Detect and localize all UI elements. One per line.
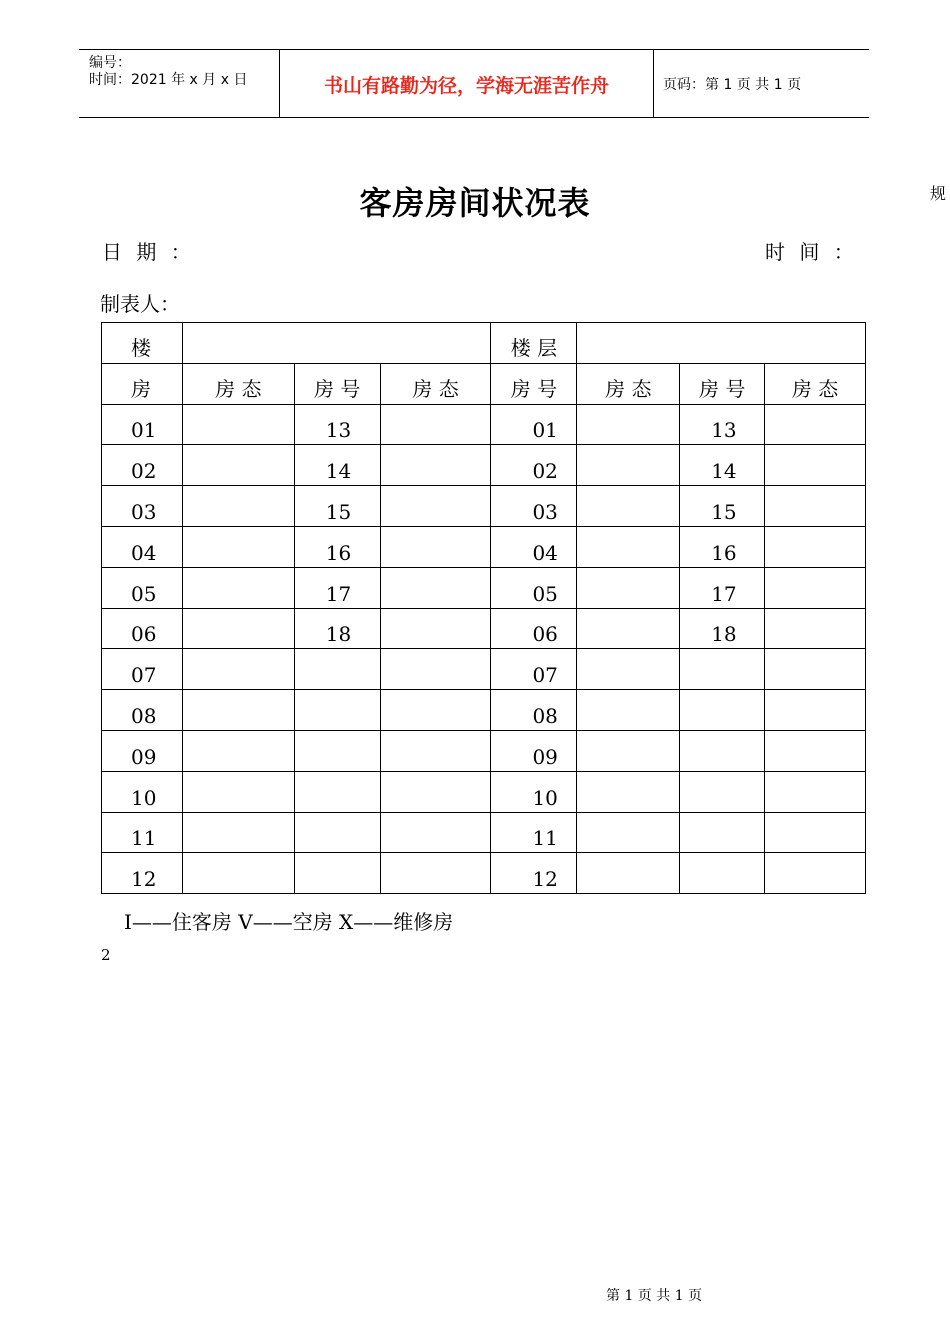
room-status-cell[interactable] <box>577 486 680 527</box>
room-status-cell[interactable] <box>182 771 294 812</box>
room-number-left-b: 14 <box>294 445 380 486</box>
room-number-left-b <box>294 690 380 731</box>
table-row <box>102 567 866 608</box>
room-status-cell[interactable] <box>577 690 680 731</box>
room-number-left-b: 13 <box>294 404 380 445</box>
table-row <box>102 486 866 527</box>
room-number-right-a: 10 <box>491 771 577 812</box>
room-status-cell[interactable] <box>182 853 294 894</box>
room-status-cell[interactable] <box>765 649 866 690</box>
room-status-cell[interactable] <box>765 526 866 567</box>
room-status-cell[interactable] <box>182 404 294 445</box>
room-status-cell[interactable] <box>380 771 491 812</box>
room-number-left-b <box>294 730 380 771</box>
room-number-left-b: 18 <box>294 608 380 649</box>
col-status: 房 态 <box>182 363 294 404</box>
room-number-left-a: 06 <box>102 608 183 649</box>
room-number-right-b <box>680 730 765 771</box>
room-number-right-b: 17 <box>680 567 765 608</box>
room-status-cell[interactable] <box>765 690 866 731</box>
room-status-cell[interactable] <box>577 649 680 690</box>
room-status-cell[interactable] <box>380 486 491 527</box>
side-note: 规 <box>930 184 947 203</box>
room-number-left-a: 08 <box>102 690 183 731</box>
table-row <box>102 526 866 567</box>
room-number-right-a: 04 <box>491 526 577 567</box>
room-number-right-a: 08 <box>491 690 577 731</box>
room-number-right-b: 15 <box>680 486 765 527</box>
room-number-right-b <box>680 649 765 690</box>
table-row <box>102 853 866 894</box>
room-number-left-b <box>294 771 380 812</box>
room-number-right-a: 07 <box>491 649 577 690</box>
room-number-left-a: 01 <box>102 404 183 445</box>
room-number-left-a: 05 <box>102 567 183 608</box>
room-status-cell[interactable] <box>765 730 866 771</box>
room-number-left-b: 17 <box>294 567 380 608</box>
room-status-cell[interactable] <box>380 404 491 445</box>
room-number-left-a: 03 <box>102 486 183 527</box>
room-number-right-b <box>680 853 765 894</box>
room-number-left-a: 12 <box>102 853 183 894</box>
room-status-cell[interactable] <box>380 526 491 567</box>
col-number: 房 号 <box>491 363 577 404</box>
room-status-cell[interactable] <box>380 608 491 649</box>
legend: I——住客房 V——空房 X——维修房 <box>124 910 454 934</box>
floor-row <box>102 323 866 364</box>
floor-input-left[interactable] <box>182 323 491 364</box>
room-number-right-a: 11 <box>491 812 577 853</box>
room-number-right-b: 18 <box>680 608 765 649</box>
col-status: 房 态 <box>380 363 491 404</box>
document-header <box>79 49 869 118</box>
col-number: 房 号 <box>294 363 380 404</box>
room-number-left-b <box>294 649 380 690</box>
room-number-right-a: 03 <box>491 486 577 527</box>
room-status-cell[interactable] <box>765 445 866 486</box>
room-number-right-b <box>680 771 765 812</box>
room-status-cell[interactable] <box>765 404 866 445</box>
table-row <box>102 608 866 649</box>
table-row <box>102 812 866 853</box>
room-status-cell[interactable] <box>577 812 680 853</box>
room-number-left-a: 10 <box>102 771 183 812</box>
col-status: 房 态 <box>577 363 680 404</box>
room-status-cell[interactable] <box>182 486 294 527</box>
room-status-cell[interactable] <box>182 445 294 486</box>
col-number: 房 号 <box>680 363 765 404</box>
room-number-left-a: 04 <box>102 526 183 567</box>
header-page-info: 页码：第 1 页 共 1 页 <box>663 76 802 93</box>
room-status-cell[interactable] <box>765 486 866 527</box>
table-row <box>102 771 866 812</box>
room-status-cell[interactable] <box>577 771 680 812</box>
room-status-cell[interactable] <box>182 690 294 731</box>
room-status-cell[interactable] <box>577 526 680 567</box>
room-number-left-b: 15 <box>294 486 380 527</box>
room-status-cell[interactable] <box>765 771 866 812</box>
room-status-cell[interactable] <box>577 853 680 894</box>
room-status-cell[interactable] <box>765 853 866 894</box>
room-number-right-a: 09 <box>491 730 577 771</box>
table-row <box>102 445 866 486</box>
room-status-cell[interactable] <box>380 730 491 771</box>
table-row <box>102 730 866 771</box>
table-row <box>102 649 866 690</box>
page-footer: 第 1 页 共 1 页 <box>606 1288 703 1304</box>
room-number-right-b: 13 <box>680 404 765 445</box>
room-number-left-b: 16 <box>294 526 380 567</box>
room-number-right-b <box>680 690 765 731</box>
table-row <box>102 690 866 731</box>
room-status-cell[interactable] <box>182 567 294 608</box>
date-label: 日 期 ： <box>102 240 195 264</box>
room-status-cell[interactable] <box>577 608 680 649</box>
room-number-right-b: 16 <box>680 526 765 567</box>
room-status-cell[interactable] <box>182 526 294 567</box>
room-number-right-a: 02 <box>491 445 577 486</box>
room-status-cell[interactable] <box>765 608 866 649</box>
room-status-cell[interactable] <box>380 567 491 608</box>
room-status-cell[interactable] <box>380 853 491 894</box>
col-room-first: 房 <box>102 363 183 404</box>
room-status-cell[interactable] <box>765 567 866 608</box>
floor-label-left: 楼 <box>102 323 183 364</box>
room-status-cell[interactable] <box>182 812 294 853</box>
room-status-cell[interactable] <box>182 730 294 771</box>
table-row <box>102 404 866 445</box>
room-status-table <box>101 322 866 894</box>
header-number-label: 编号： <box>89 55 131 71</box>
room-status-cell[interactable] <box>765 812 866 853</box>
room-number-right-a: 05 <box>491 567 577 608</box>
room-status-cell[interactable] <box>182 649 294 690</box>
room-number-left-b <box>294 853 380 894</box>
room-status-cell[interactable] <box>577 567 680 608</box>
floor-input-right[interactable] <box>577 323 866 364</box>
room-status-cell[interactable] <box>577 445 680 486</box>
room-status-cell[interactable] <box>380 812 491 853</box>
column-header-row <box>102 363 866 404</box>
room-number-left-a: 07 <box>102 649 183 690</box>
maker-label: 制表人： <box>100 292 180 316</box>
room-status-cell[interactable] <box>182 608 294 649</box>
room-number-left-a: 09 <box>102 730 183 771</box>
room-number-right-b <box>680 812 765 853</box>
room-number-right-a: 01 <box>491 404 577 445</box>
room-number-left-a: 02 <box>102 445 183 486</box>
header-motto: 书山有路勤为径，学海无涯苦作舟 <box>280 50 654 117</box>
room-number-left-a: 11 <box>102 812 183 853</box>
room-number-right-a: 06 <box>491 608 577 649</box>
col-status: 房 态 <box>765 363 866 404</box>
room-status-cell[interactable] <box>380 445 491 486</box>
room-status-cell[interactable] <box>577 730 680 771</box>
time-label: 时 间 ： <box>765 240 858 264</box>
floor-label-right: 楼 层 <box>491 323 577 364</box>
room-status-cell[interactable] <box>577 404 680 445</box>
room-number-right-a: 12 <box>491 853 577 894</box>
header-meta <box>79 50 280 117</box>
header-time-label: 时间：2021 年 x 月 x 日 <box>89 72 248 88</box>
page-title: 客房房间状况表 <box>359 184 591 222</box>
room-status-cell[interactable] <box>380 690 491 731</box>
room-number-right-b: 14 <box>680 445 765 486</box>
room-number-left-b <box>294 812 380 853</box>
room-status-cell[interactable] <box>380 649 491 690</box>
page-number: 2 <box>101 946 111 964</box>
